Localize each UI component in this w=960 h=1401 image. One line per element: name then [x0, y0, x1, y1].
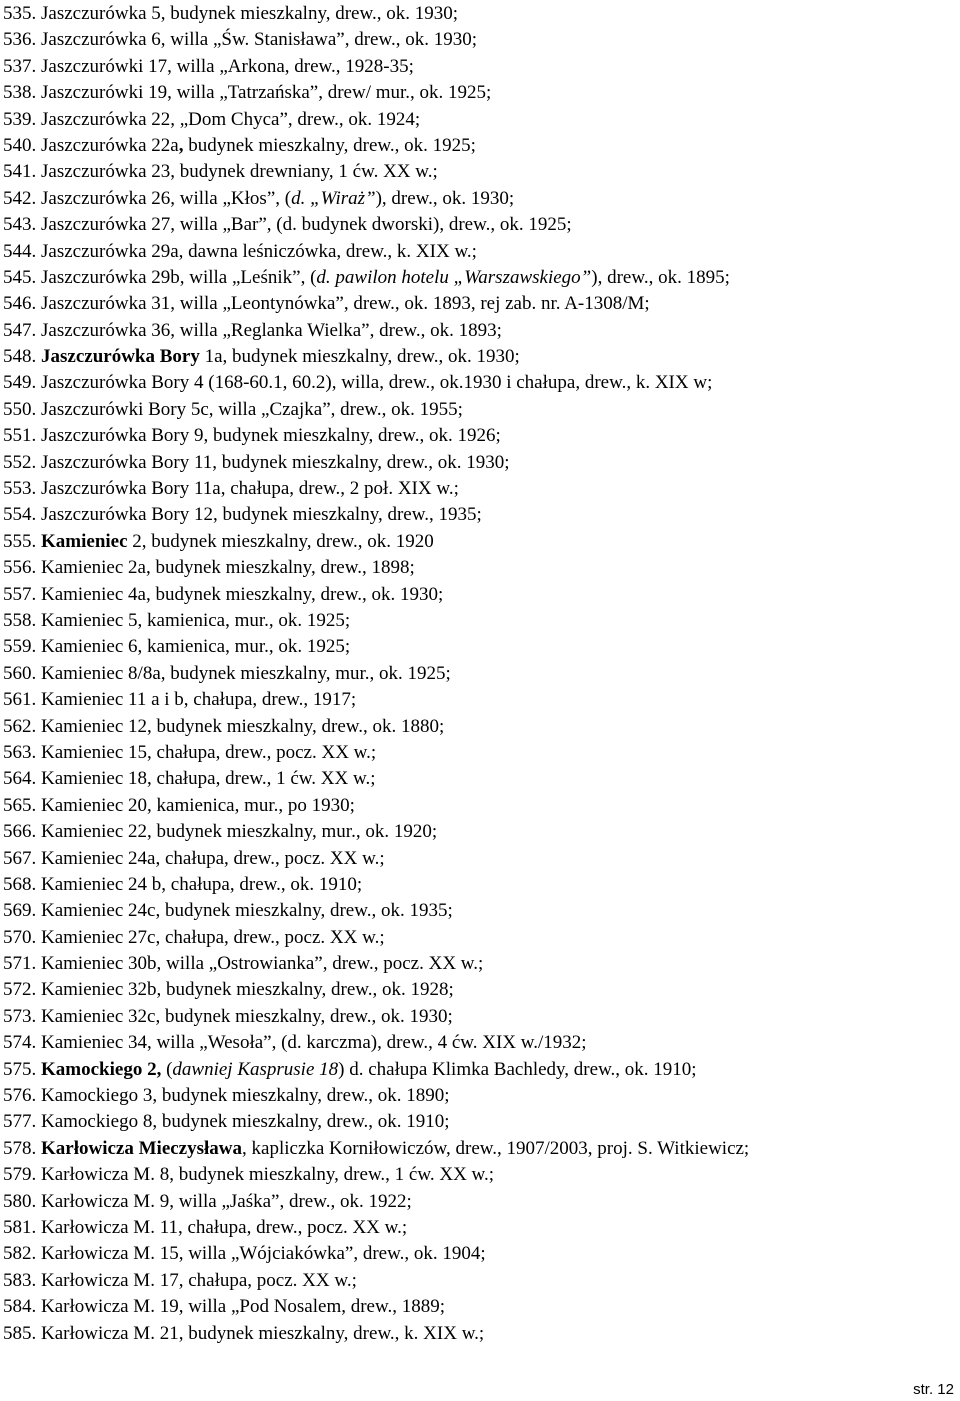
list-item	[3, 54, 958, 80]
entry-text: 578.	[3, 1137, 41, 1159]
list-item	[3, 502, 958, 528]
entry-text: 558. Kamieniec 5, kamienica, mur., ok. 1925;	[3, 609, 351, 631]
entry-text: 542. Jaszczurówka 26, willa „Kłos”, (	[3, 187, 292, 209]
list-item	[3, 1, 958, 27]
entry-text: 566. Kamieniec 22, budynek mieszkalny, mur., ok. 1920;	[3, 821, 438, 843]
entry-text: 539. Jaszczurówka 22, „Dom Chyca”, drew., ok. 1924;	[3, 108, 421, 130]
entry-text: (	[161, 1058, 173, 1080]
list-item	[3, 1294, 958, 1320]
entry-text: 549. Jaszczurówka Bory 4 (168-60.1, 60.2), willa, drew., ok.1930 i chałupa, drew., k. XIX w;	[3, 372, 713, 394]
entry-text: 580. Karłowicza M. 9, willa „Jaśka”, drew., ok. 1922;	[3, 1190, 412, 1212]
list-item	[3, 529, 958, 555]
entry-text: 575.	[3, 1058, 41, 1080]
list-item	[3, 133, 958, 159]
list-item	[3, 608, 958, 634]
entry-text: 582. Karłowicza M. 15, willa „Wójciakówka”, drew., ok. 1904;	[3, 1243, 486, 1265]
entry-text: 581. Karłowicza M. 11, chałupa, drew., pocz. XX w.;	[3, 1216, 408, 1238]
list-item	[3, 1030, 958, 1056]
entry-text: 577. Kamockiego 8, budynek mieszkalny, drew., ok. 1910;	[3, 1111, 450, 1133]
entry-text: 555.	[3, 530, 41, 552]
list-item	[3, 1215, 958, 1241]
monument-list	[3, 1, 958, 1347]
italic-text: dawniej Kasprusie 18	[172, 1058, 339, 1080]
list-item	[3, 186, 958, 212]
entry-text: 1a, budynek mieszkalny, drew., ok. 1930;	[199, 346, 520, 368]
entry-text: 584. Karłowicza M. 19, willa „Pod Nosalem, drew., 1889;	[3, 1296, 446, 1318]
entry-text: 562. Kamieniec 12, budynek mieszkalny, drew., ok. 1880;	[3, 715, 445, 737]
page-number: str. 12	[913, 1381, 954, 1398]
list-item	[3, 370, 958, 396]
list-item	[3, 397, 958, 423]
entry-text: 585. Karłowicza M. 21, budynek mieszkalny, drew., k. XIX w.;	[3, 1322, 485, 1344]
list-item	[3, 450, 958, 476]
list-item	[3, 714, 958, 740]
entry-text: 546. Jaszczurówka 31, willa „Leontynówka”, drew., ok. 1893, rej zab. nr. A-1308/M;	[3, 293, 650, 315]
list-item	[3, 951, 958, 977]
list-item	[3, 107, 958, 133]
list-item	[3, 1268, 958, 1294]
list-item	[3, 1083, 958, 1109]
list-item	[3, 1321, 958, 1347]
bold-text: Kamieniec	[41, 530, 128, 552]
list-item	[3, 819, 958, 845]
entry-text: ), drew., ok. 1930;	[375, 187, 515, 209]
entry-text: 570. Kamieniec 27c, chałupa, drew., pocz. XX w.;	[3, 926, 385, 948]
entry-text: 567. Kamieniec 24a, chałupa, drew., pocz. XX w.;	[3, 847, 385, 869]
entry-text: 551. Jaszczurówka Bory 9, budynek mieszkalny, drew., ok. 1926;	[3, 425, 501, 447]
entry-text: 540. Jaszczurówka 22a	[3, 134, 179, 156]
list-item	[3, 687, 958, 713]
entry-text: 572. Kamieniec 32b, budynek mieszkalny, drew., ok. 1928;	[3, 979, 454, 1001]
list-item	[3, 793, 958, 819]
list-item	[3, 872, 958, 898]
list-item	[3, 265, 958, 291]
entry-text: 563. Kamieniec 15, chałupa, drew., pocz. XX w.;	[3, 741, 377, 763]
list-item	[3, 476, 958, 502]
entry-text: 568. Kamieniec 24 b, chałupa, drew., ok. 1910;	[3, 873, 363, 895]
entry-text: 536. Jaszczurówka 6, willa „Św. Stanisława”, drew., ok. 1930;	[3, 29, 478, 51]
entry-text: 537. Jaszczurówki 17, willa „Arkona, drew., 1928-35;	[3, 55, 414, 77]
list-item	[3, 1057, 958, 1083]
entry-text: 543. Jaszczurówka 27, willa „Bar”, (d. budynek dworski), drew., ok. 1925;	[3, 214, 572, 236]
list-item	[3, 634, 958, 660]
entry-text: 557. Kamieniec 4a, budynek mieszkalny, drew., ok. 1930;	[3, 583, 444, 605]
list-item	[3, 291, 958, 317]
entry-text: 545. Jaszczurówka 29b, willa „Leśnik”, (	[3, 266, 317, 288]
entry-text: 565. Kamieniec 20, kamienica, mur., po 1930;	[3, 794, 355, 816]
list-item	[3, 582, 958, 608]
entry-text: 564. Kamieniec 18, chałupa, drew., 1 ćw. XX w.;	[3, 768, 376, 790]
italic-text: d. „Wiraż”	[291, 187, 376, 209]
bold-text: ,	[178, 134, 184, 156]
list-item	[3, 159, 958, 185]
entry-text: 579. Karłowicza M. 8, budynek mieszkalny, drew., 1 ćw. XX w.;	[3, 1164, 495, 1186]
entry-text: 552. Jaszczurówka Bory 11, budynek mieszkalny, drew., ok. 1930;	[3, 451, 510, 473]
entry-text: 538. Jaszczurówki 19, willa „Tatrzańska”, drew/ mur., ok. 1925;	[3, 82, 492, 104]
list-item	[3, 27, 958, 53]
entry-text: 556. Kamieniec 2a, budynek mieszkalny, drew., 1898;	[3, 557, 415, 579]
entry-text: 547. Jaszczurówka 36, willa „Reglanka Wielka”, drew., ok. 1893;	[3, 319, 502, 341]
list-item	[3, 1189, 958, 1215]
entry-text: 554. Jaszczurówka Bory 12, budynek mieszkalny, drew., 1935;	[3, 504, 482, 526]
list-item	[3, 80, 958, 106]
entry-text: budynek mieszkalny, drew., ok. 1925;	[183, 134, 476, 156]
italic-text: d. pawilon hotelu „Warszawskiego”	[316, 266, 592, 288]
list-item	[3, 344, 958, 370]
list-item	[3, 925, 958, 951]
entry-text: 548.	[3, 346, 41, 368]
list-item	[3, 977, 958, 1003]
list-item	[3, 898, 958, 924]
bold-text: Karłowicza Mieczysława	[41, 1137, 243, 1159]
entry-text: ), drew., ok. 1895;	[591, 266, 730, 288]
entry-text: 576. Kamockiego 3, budynek mieszkalny, drew., ok. 1890;	[3, 1085, 450, 1107]
entry-text: 559. Kamieniec 6, kamienica, mur., ok. 1925;	[3, 636, 351, 658]
list-item	[3, 740, 958, 766]
entry-text: 573. Kamieniec 32c, budynek mieszkalny, drew., ok. 1930;	[3, 1005, 453, 1027]
list-item	[3, 1004, 958, 1030]
entry-text: 569. Kamieniec 24c, budynek mieszkalny, drew., ok. 1935;	[3, 900, 453, 922]
entry-text: 553. Jaszczurówka Bory 11a, chałupa, drew., 2 poł. XIX w.;	[3, 478, 459, 500]
entry-text: 571. Kamieniec 30b, willa „Ostrowianka”, drew., pocz. XX w.;	[3, 953, 484, 975]
list-item	[3, 1136, 958, 1162]
entry-text: 550. Jaszczurówki Bory 5c, willa „Czajka”, drew., ok. 1955;	[3, 398, 463, 420]
entry-text: 583. Karłowicza M. 17, chałupa, pocz. XX w.;	[3, 1269, 357, 1291]
list-item	[3, 318, 958, 344]
list-item	[3, 423, 958, 449]
list-item	[3, 1109, 958, 1135]
list-item	[3, 1241, 958, 1267]
entry-text: 544. Jaszczurówka 29a, dawna leśniczówka, drew., k. XIX w.;	[3, 240, 477, 262]
list-item	[3, 846, 958, 872]
entry-text: 535. Jaszczurówka 5, budynek mieszkalny, drew., ok. 1930;	[3, 3, 459, 24]
entry-text: 561. Kamieniec 11 a i b, chałupa, drew., 1917;	[3, 689, 357, 711]
list-item	[3, 1162, 958, 1188]
list-item	[3, 212, 958, 238]
bold-text: Kamockiego 2,	[41, 1058, 162, 1080]
bold-text: Jaszczurówka Bory	[41, 346, 200, 368]
entry-text: ) d. chałupa Klimka Bachledy, drew., ok. 1910;	[338, 1058, 697, 1080]
entry-text: , kapliczka Korniłowiczów, drew., 1907/2003, proj. S. Witkiewicz;	[242, 1137, 750, 1159]
entry-text: 2, budynek mieszkalny, drew., ok. 1920	[127, 530, 434, 552]
entry-text: 560. Kamieniec 8/8a, budynek mieszkalny, mur., ok. 1925;	[3, 662, 451, 684]
list-item	[3, 555, 958, 581]
entry-text: 541. Jaszczurówka 23, budynek drewniany, 1 ćw. XX w.;	[3, 161, 438, 183]
list-item	[3, 239, 958, 265]
entry-text: 574. Kamieniec 34, willa „Wesoła”, (d. karczma), drew., 4 ćw. XIX w./1932;	[3, 1032, 587, 1054]
list-item	[3, 661, 958, 687]
list-item	[3, 766, 958, 792]
